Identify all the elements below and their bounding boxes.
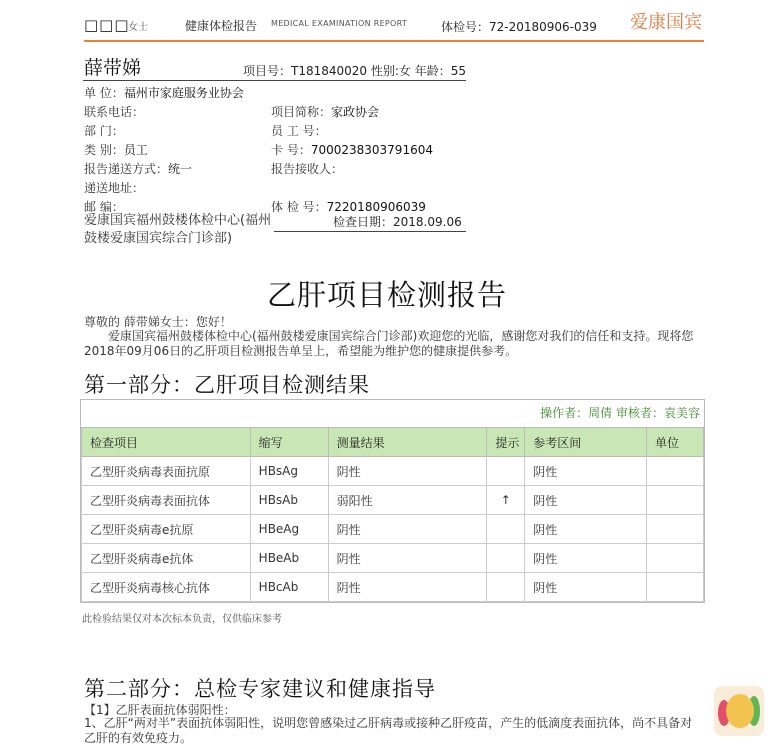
employee-no-label: 员 工 号：: [271, 124, 327, 138]
cell-abbr: HBsAg: [250, 457, 328, 486]
header-report-title: 健康体检报告: [185, 19, 258, 33]
report-header: [84, 14, 704, 42]
unit-value: 福州市家庭服务业协会: [123, 86, 244, 100]
col-unit: 单位: [647, 428, 704, 457]
cell-unit: [647, 573, 704, 602]
results-panel: [80, 399, 705, 603]
results-table: [81, 427, 704, 602]
exam-no-label: 体 检 号：: [271, 200, 327, 214]
receiver-label: 报告接收人：: [271, 162, 344, 176]
dept-label: 部 门：: [84, 124, 124, 138]
cell-hint: [487, 515, 525, 544]
abbr-value: 家政协会: [331, 105, 380, 119]
table-row: [82, 515, 704, 544]
cell-abbr: HBcAb: [250, 573, 328, 602]
delivery-value: 统一: [168, 162, 193, 176]
cell-abbr: HBeAg: [250, 515, 328, 544]
advice-text: 1、乙肝“两对半”表面抗体弱阳性，说明您曾感染过乙肝病毒或接种乙肝疫苗，产生的低滴度表面抗体，尚不具备对乙肝的有效免疫力。: [84, 716, 693, 745]
col-hint: 提示: [487, 428, 525, 457]
header-suffix: 女士: [128, 22, 148, 33]
results-disclaimer: 此检验结果仅对本次标本负责，仅供临床参考: [82, 614, 282, 625]
intro-paragraph: 爱康国宾福州鼓楼体检中心(福州鼓楼爱康国宾综合门诊部)欢迎您的光临，感谢您对我们的信任和支持。现将您2018年09月06日的乙肝项目检测报告单呈上，希望能为维护您的健康提供参考。: [84, 329, 694, 358]
delivery-field: [84, 160, 192, 177]
zip-label: 邮 编：: [84, 200, 124, 214]
category-field: [84, 141, 148, 158]
greeting: 尊敬的 薛带娣女士：您好！: [84, 315, 232, 329]
category-label: 类 别：: [84, 143, 124, 157]
exam-date: 检查日期：2018.09.06: [333, 215, 462, 229]
cell-item: 乙型肝炎病毒e抗原: [82, 515, 251, 544]
table-row: [82, 573, 704, 602]
col-result: 测量结果: [328, 428, 487, 457]
cell-result: 阴性: [328, 544, 487, 573]
cell-reference: 阴性: [525, 515, 647, 544]
table-row: [82, 486, 704, 515]
address-label: 递送地址：: [84, 181, 145, 195]
cell-hint: [487, 457, 525, 486]
cell-abbr: HBeAb: [250, 544, 328, 573]
cell-item: 乙型肝炎病毒表面抗原: [82, 457, 251, 486]
report-title: 乙肝项目检测报告: [266, 278, 507, 312]
abbr-field: [271, 103, 379, 120]
cell-reference: 阴性: [525, 486, 647, 515]
cell-unit: [647, 457, 704, 486]
card-value: 7000238303791604: [310, 143, 433, 157]
card-field: [271, 141, 433, 158]
cell-result: 阴性: [328, 573, 487, 602]
patient-name: 薛带娣: [84, 57, 142, 79]
cell-result: 弱阳性: [328, 486, 487, 515]
cell-hint: [487, 573, 525, 602]
cell-hint: ↑: [487, 486, 525, 515]
delivery-label: 报告递送方式：: [84, 162, 169, 176]
cell-result: 阴性: [328, 515, 487, 544]
cell-unit: [647, 544, 704, 573]
cell-unit: [647, 486, 704, 515]
abbr-label: 项目简称：: [271, 105, 332, 119]
divider: [83, 80, 466, 81]
divider: [274, 231, 466, 232]
cell-unit: [647, 515, 704, 544]
cell-hint: [487, 544, 525, 573]
header-report-title-en: MEDICAL EXAMINATION REPORT: [271, 19, 408, 28]
phone-label: 联系电话：: [84, 105, 145, 119]
header-report-number: 体检号：72-20180906-039: [441, 20, 597, 34]
brand-logo-icon: [714, 686, 764, 736]
unit-field: [84, 84, 244, 101]
col-item: 检查项目: [82, 428, 251, 457]
section1-title: 第一部分：乙肝项目检测结果: [84, 373, 370, 397]
unit-label: 单 位：: [84, 86, 124, 100]
cell-reference: 阴性: [525, 573, 647, 602]
table-row: [82, 544, 704, 573]
col-reference: 参考区间: [525, 428, 647, 457]
cell-reference: 阴性: [525, 544, 647, 573]
cell-item: 乙型肝炎病毒e抗体: [82, 544, 251, 573]
category-value: 员工: [123, 143, 148, 157]
table-row: [82, 457, 704, 486]
logo-center: [726, 694, 754, 728]
col-abbr: 缩写: [250, 428, 328, 457]
cell-item: 乙型肝炎病毒核心抗体: [82, 573, 251, 602]
exam-center-name: 爱康国宾福州鼓楼体检中心(福州鼓楼爱康国宾综合门诊部): [84, 213, 272, 246]
patient-info: 项目号：T181840020 性别:女 年龄：55: [243, 64, 466, 78]
operators-line: 操作者：周倩 审核者：袁美容: [540, 406, 700, 420]
cell-item: 乙型肝炎病毒表面抗体: [82, 486, 251, 515]
table-header-row: [82, 428, 704, 457]
card-label: 卡 号：: [271, 143, 311, 157]
header-patient-name: □□□: [84, 16, 130, 34]
cell-result: 阴性: [328, 457, 487, 486]
cell-reference: 阴性: [525, 457, 647, 486]
advice-heading: 【1】乙肝表面抗体弱阳性：: [84, 703, 236, 717]
brand-name: 爱康国宾: [630, 12, 702, 33]
section2-title: 第二部分：总检专家建议和健康指导: [84, 677, 436, 701]
exam-no-value: 7220180906039: [326, 200, 426, 214]
cell-abbr: HBsAb: [250, 486, 328, 515]
